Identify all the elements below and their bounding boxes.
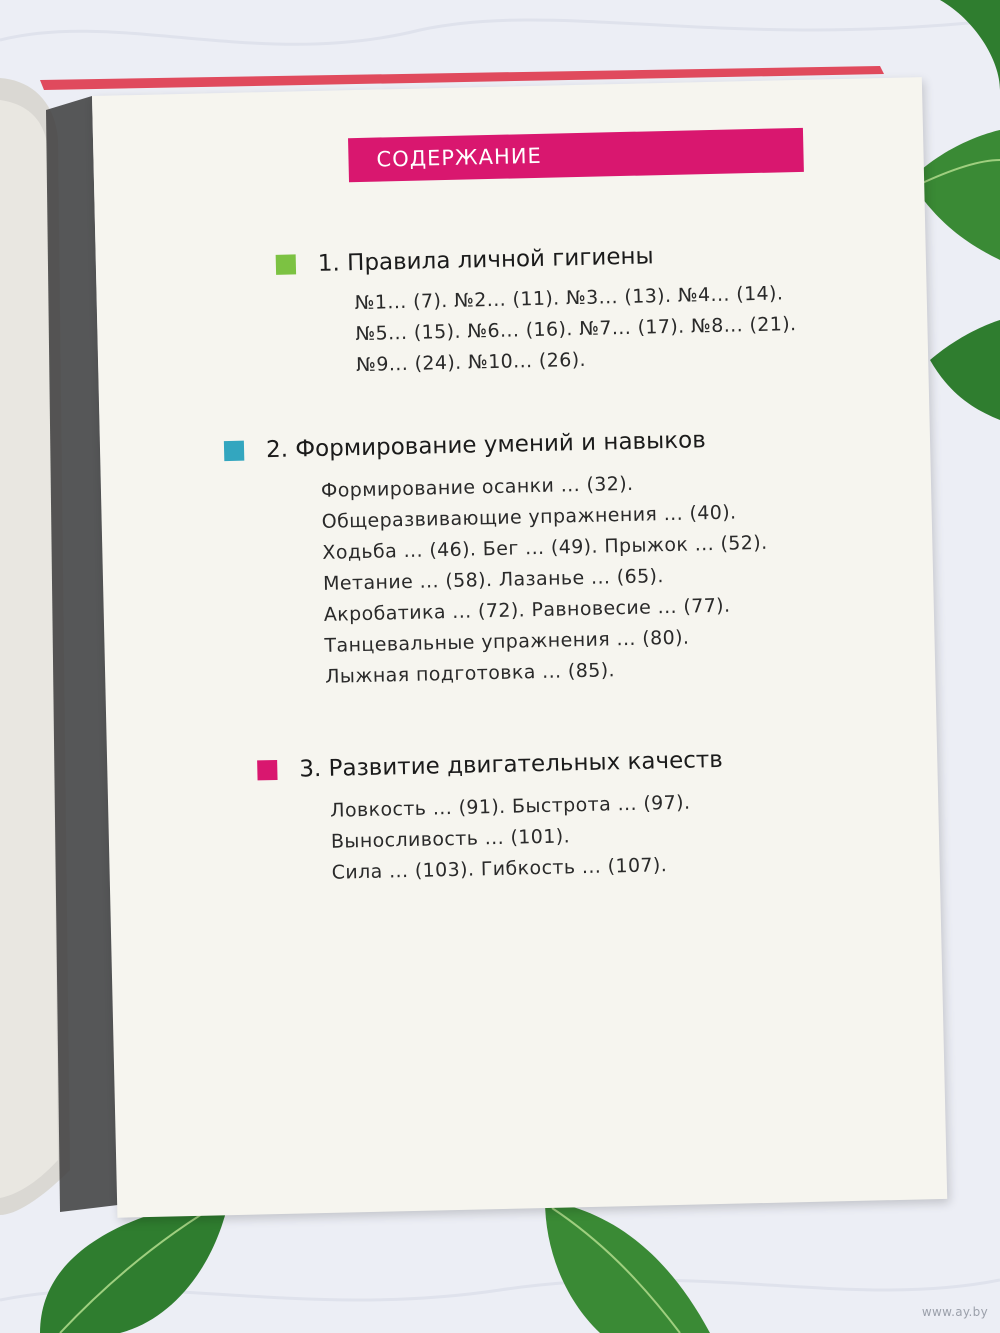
contents-line: Метание ... (58). Лазанье ... (65). bbox=[322, 565, 665, 595]
section-entries bbox=[321, 466, 771, 693]
section-2 bbox=[224, 426, 771, 695]
section-marker bbox=[257, 760, 277, 780]
section-1 bbox=[276, 240, 798, 383]
contents-line: Ловкость ... (91). Быстрота ... (97). bbox=[330, 791, 691, 822]
contents-header-band bbox=[348, 128, 804, 182]
section-3-heading bbox=[257, 747, 723, 784]
contents-line: Выносливость ... (101). bbox=[330, 825, 571, 853]
contents-line: Сила ... (103). Гибкость ... (107). bbox=[331, 854, 668, 884]
section-marker bbox=[276, 254, 296, 274]
contents-line: Формирование осанки ... (32). bbox=[320, 472, 634, 502]
section-3 bbox=[257, 747, 725, 891]
book-page bbox=[92, 77, 947, 1218]
contents-line: №9... (24). №10... (26). bbox=[355, 348, 587, 377]
contents-line: №1... (7). №2... (11). №3... (13). №4... (14). bbox=[354, 282, 784, 315]
site-watermark: www.ay.by bbox=[921, 1305, 988, 1319]
section-marker bbox=[224, 441, 244, 461]
contents-line: №5... (15). №6... (16). №7... (17). №8... (21). bbox=[355, 313, 797, 346]
section-title: 1. Правила личной гигиены bbox=[317, 243, 654, 277]
section-title: 3. Развитие двигательных качеств bbox=[299, 746, 724, 783]
section-title: 2. Формирование умений и навыков bbox=[265, 427, 707, 464]
contents-header: СОДЕРЖАНИЕ bbox=[376, 143, 543, 172]
section-1-heading bbox=[276, 240, 796, 278]
section-2-heading bbox=[224, 426, 766, 464]
contents-line: Ходьба ... (46). Бег ... (49). Прыжок ... (52). bbox=[322, 531, 768, 564]
section-entries bbox=[330, 787, 726, 889]
contents-line: Танцевальные упражнения ... (80). bbox=[324, 626, 690, 657]
contents-line: Лыжная подготовка ... (85). bbox=[324, 659, 616, 688]
contents-line: Акробатика ... (72). Равновесие ... (77). bbox=[323, 594, 731, 626]
section-entries bbox=[354, 278, 797, 381]
contents-line: Общеразвивающие упражнения ... (40). bbox=[321, 501, 737, 533]
